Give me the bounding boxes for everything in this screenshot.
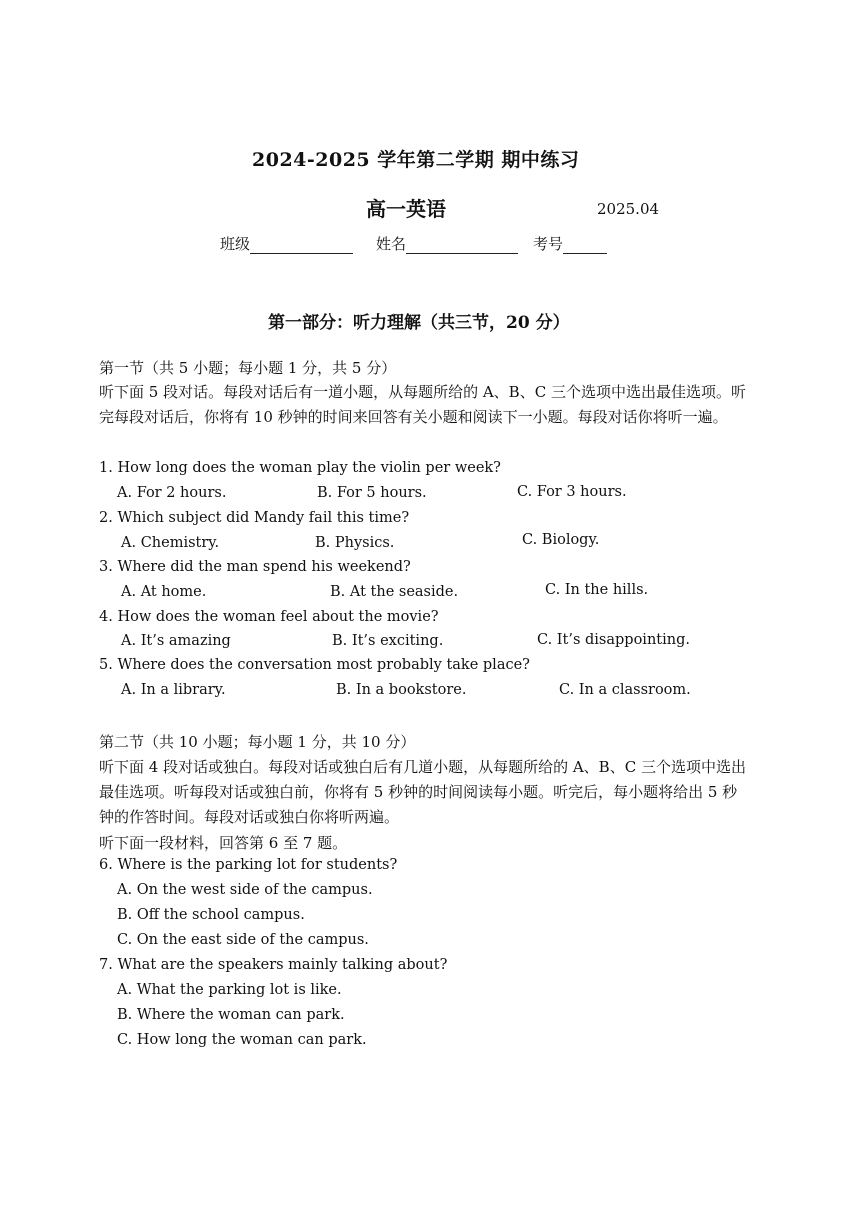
q1-option-a[interactable]: A. For 2 hours. bbox=[117, 485, 227, 501]
q2-option-c[interactable]: C. Biology. bbox=[522, 532, 600, 548]
q3-option-c[interactable]: C. In the hills. bbox=[545, 582, 649, 598]
q5-option-a[interactable]: A. In a library. bbox=[121, 682, 226, 698]
number-field bbox=[533, 233, 607, 254]
q5-option-b[interactable]: B. In a bookstore. bbox=[336, 682, 467, 698]
q3-option-a[interactable]: A. At home. bbox=[121, 584, 207, 600]
question-3: 3. Where did the man spend his weekend? bbox=[99, 559, 411, 575]
q7-option-b[interactable]: B. Where the woman can park. bbox=[117, 1007, 345, 1023]
name-blank[interactable] bbox=[406, 237, 518, 254]
part1-title: 第一部分：听力理解（共三节，20 分） bbox=[268, 313, 570, 333]
section2-heading: 第二节（共 10 小题；每小题 1 分，共 10 分） bbox=[99, 733, 416, 751]
class-field bbox=[220, 233, 353, 254]
q7-option-a[interactable]: A. What the parking lot is like. bbox=[117, 982, 342, 998]
exam-date: 2025.04 bbox=[597, 200, 660, 218]
question-6: 6. Where is the parking lot for students? bbox=[99, 857, 398, 873]
section2-instruction: 听下面 4 段对话或独白。每段对话或独白后有几道小题，从每题所给的 A、B、C 三个选项中选出最佳选项。听每段对话或独白前，你将有 5 秒钟的时间阅读每小题。听完后，每小题将给出 5 秒钟的作答时间。每段对话或独白你将听两遍。 bbox=[99, 758, 746, 826]
q6-option-a[interactable]: A. On the west side of the campus. bbox=[117, 882, 373, 898]
exam-title: 2024-2025 学年第二学期 期中练习 bbox=[252, 149, 580, 171]
number-label: 考号 bbox=[533, 235, 564, 253]
question-5: 5. Where does the conversation most probably take place? bbox=[99, 657, 530, 673]
q4-option-b[interactable]: B. It’s exciting. bbox=[332, 633, 444, 649]
section1-instruction: 听下面 5 段对话。每段对话后有一道小题，从每题所给的 A、B、C 三个选项中选出最佳选项。听完每段对话后，你将有 10 秒钟的时间来回答有关小题和阅读下一小题。每段对话你将听一遍。 bbox=[99, 383, 746, 426]
class-blank[interactable] bbox=[250, 237, 353, 254]
class-label: 班级 bbox=[220, 235, 251, 253]
section1-heading: 第一节（共 5 小题；每小题 1 分，共 5 分） bbox=[99, 359, 397, 377]
q2-option-a[interactable]: A. Chemistry. bbox=[121, 535, 220, 551]
q6-option-c[interactable]: C. On the east side of the campus. bbox=[117, 932, 369, 948]
q6-option-b[interactable]: B. Off the school campus. bbox=[117, 907, 305, 923]
q2-option-b[interactable]: B. Physics. bbox=[315, 535, 395, 551]
material-note: 听下面一段材料，回答第 6 至 7 题。 bbox=[99, 834, 348, 852]
q7-option-c[interactable]: C. How long the woman can park. bbox=[117, 1032, 367, 1048]
subject-title: 高一英语 bbox=[366, 197, 446, 221]
question-4: 4. How does the woman feel about the movie? bbox=[99, 609, 439, 625]
question-2: 2. Which subject did Mandy fail this time? bbox=[99, 510, 410, 526]
question-1: 1. How long does the woman play the violin per week? bbox=[99, 460, 501, 476]
name-field bbox=[376, 233, 518, 254]
q4-option-a[interactable]: A. It’s amazing bbox=[121, 633, 231, 649]
name-label: 姓名 bbox=[376, 235, 407, 253]
question-7: 7. What are the speakers mainly talking about? bbox=[99, 957, 448, 973]
q5-option-c[interactable]: C. In a classroom. bbox=[559, 682, 691, 698]
q1-option-c[interactable]: C. For 3 hours. bbox=[517, 484, 627, 500]
number-blank[interactable] bbox=[563, 237, 607, 254]
q4-option-c[interactable]: C. It’s disappointing. bbox=[537, 632, 690, 648]
q1-option-b[interactable]: B. For 5 hours. bbox=[317, 485, 427, 501]
q3-option-b[interactable]: B. At the seaside. bbox=[330, 584, 459, 600]
